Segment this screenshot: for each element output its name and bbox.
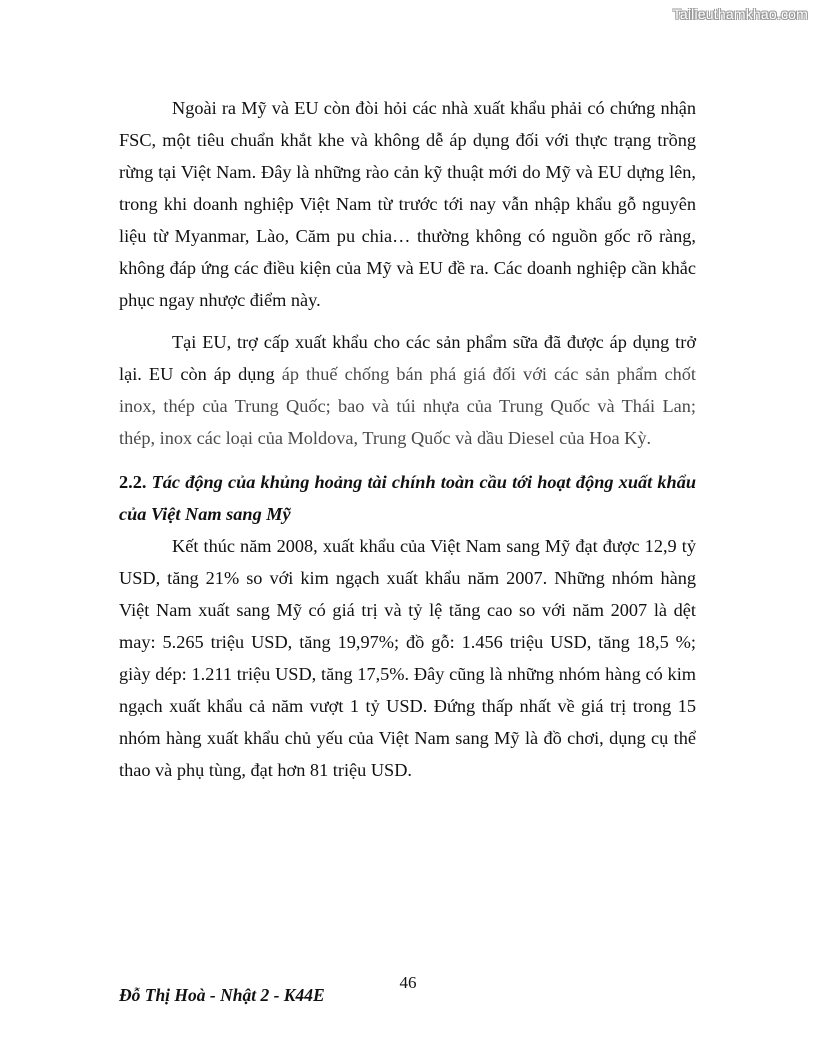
paragraph-fsc-certification: Ngoài ra Mỹ và EU còn đòi hỏi các nhà xuất khẩu phải có chứng nhận FSC, một tiêu chuẩn khắt khe và không dễ áp dụng đối với thực trạng trồng rừng tại Việt Nam. Đây là những rào cản kỹ thuật mới do Mỹ và EU dựng lên, trong khi doanh nghiệp Việt Nam từ trước tới nay vẫn nhập khẩu gỗ nguyên liệu từ Myanmar, Lào, Căm pu chia… thường không có nguồn gốc rõ ràng, không đáp ứng các điều kiện của Mỹ và EU đề ra. Các doanh nghiệp cần khắc phục ngay nhược điểm này. (119, 98, 696, 310)
paragraph-eu-subsidies-head: Tại EU, trợ cấp xuất khẩu cho các sản phẩm sữa đã được áp dụng trở lại. EU còn áp dụng (119, 332, 696, 384)
page-number-value: 46 (399, 973, 417, 992)
document-body (119, 92, 696, 786)
paragraph-export-2008: Kết thúc năm 2008, xuất khẩu của Việt Nam sang Mỹ đạt được 12,9 tỷ USD, tăng 21% so với kim ngạch xuất khẩu năm 2007. Những nhóm hàng Việt Nam xuất sang Mỹ có giá trị và tỷ lệ tăng cao so với năm 2007 là dệt may: 5.265 triệu USD, tăng 19,97%; đồ gỗ: 1.456 triệu USD, tăng 18,5 %; giày dép: 1.211 triệu USD, tăng 17,5%. Đây cũng là những nhóm hàng có kim ngạch xuất khẩu cả năm vượt 1 tỷ USD. Đứng thấp nhất về giá trị trong 15 nhóm hàng xuất khẩu chủ yếu của Việt Nam sang Mỹ là đồ chơi, dụng cụ thể thao và phụ tùng, đạt hơn 81 triệu USD. (119, 536, 696, 780)
paragraph-eu-subsidies (119, 326, 696, 454)
section-heading-title: Tác động của khủng hoảng tài chính toàn cầu tới hoạt động xuất khẩu của Việt Nam sang Mỹ (119, 472, 697, 524)
section-heading (119, 466, 696, 530)
paragraph-eu-subsidies-tail: áp thuế chống bán phá giá đối với các sản phẩm chốt inox, thép của Trung Quốc; bao và túi nhựa của Trung Quốc và Thái Lan; thép, inox các loại của Moldova, Trung Quốc và dầu Diesel của Hoa Kỳ. (119, 364, 696, 448)
watermark-text: Tailieuthamkhao.com (672, 6, 808, 22)
footer-author: Đỗ Thị Hoà - Nhật 2 - K44E (119, 985, 325, 1005)
section-heading-number: 2.2. (119, 472, 147, 492)
